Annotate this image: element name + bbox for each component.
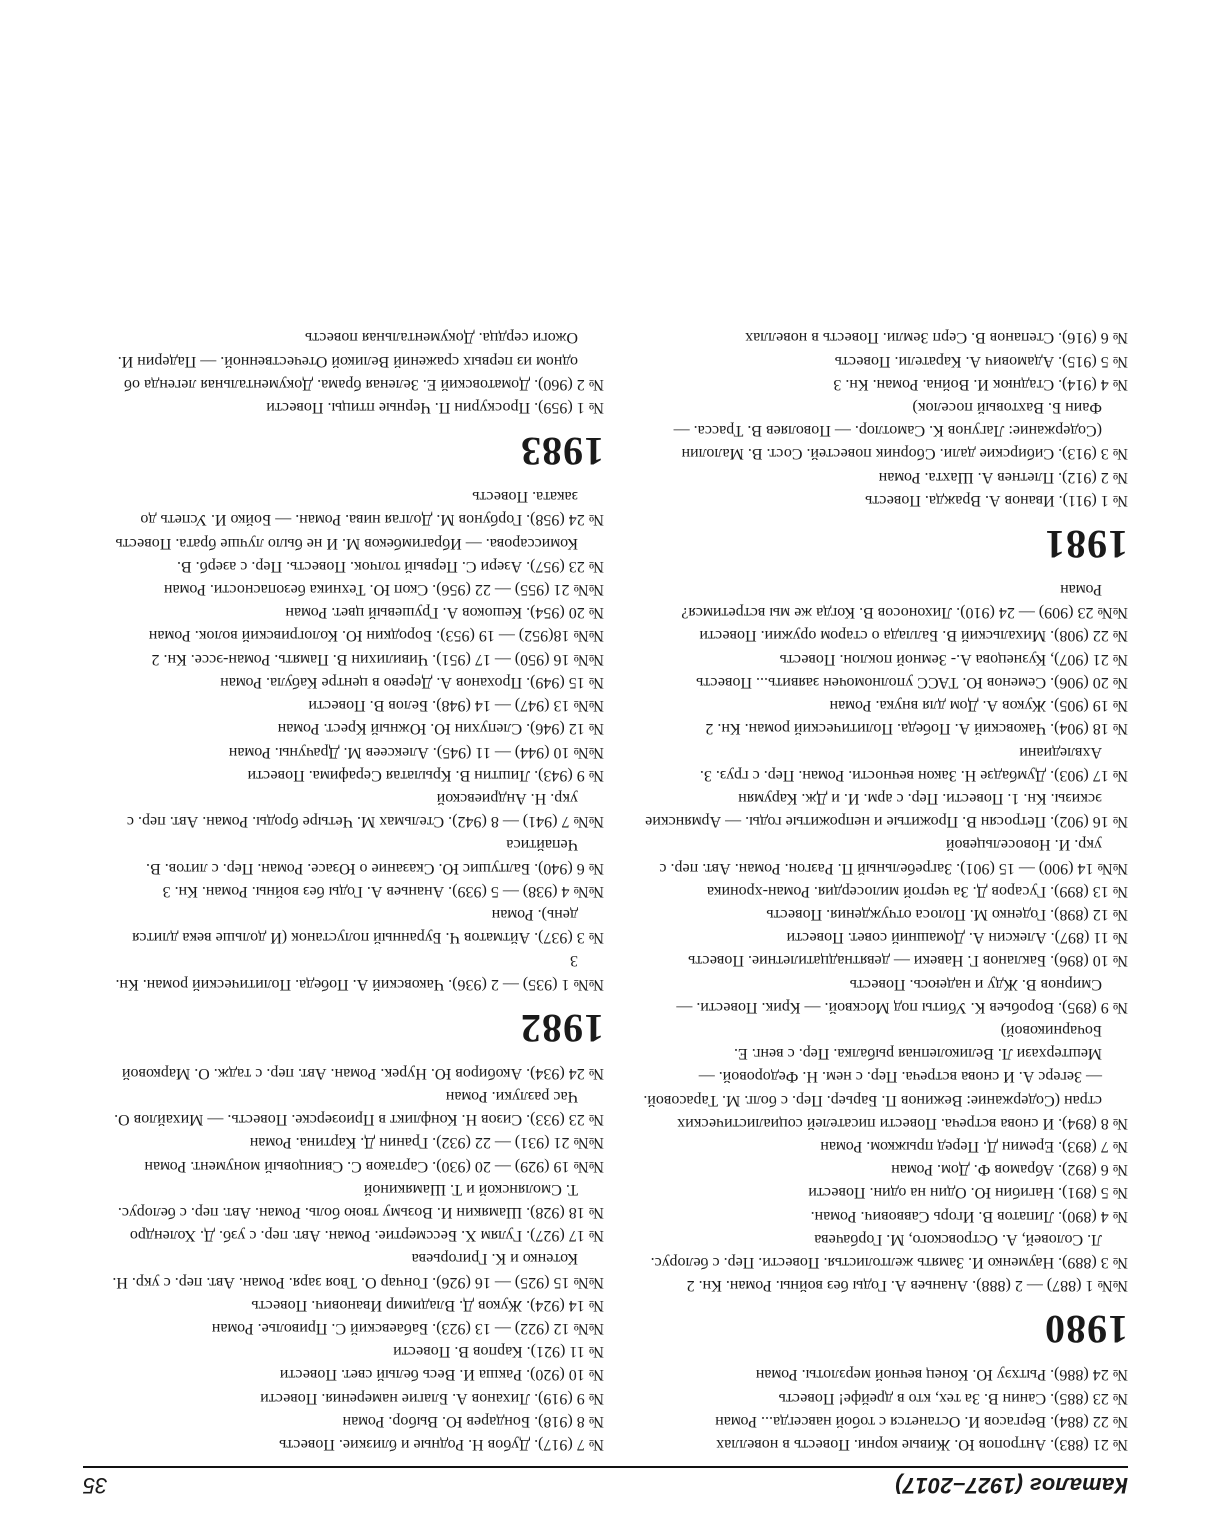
catalog-entry: №№ 19 (929) — 20 (930). Сартаков С. Свинцовый монумент. Роман <box>144 1157 604 1175</box>
catalog-entry: №№ 23 (909) — 24 (910). Лихоносов В. Когда же мы встретимся? Роман <box>681 581 1128 622</box>
catalog-entry: № 14 (924). Жуков Д. Владимир Иванович. Повесть <box>251 1296 604 1314</box>
left-column <box>638 326 1128 1456</box>
catalog-entry: № 2 (960). Доматовский Е. Зеленая брама. Документальная легенда об одном из первых сражений Великой Отечественной. — Падерин И. Ожоги сердца. Документальная повесть <box>117 329 604 393</box>
catalog-entry: № 4 (914). Стаднюк И. Война. Роман. Кн. 3 <box>833 375 1128 393</box>
catalog-entry: №№ 7 (941) — 8 (942). Стельмах М. Четыре броды. Роман. Авт. пер. с укр. Н. Андриевской <box>126 789 604 831</box>
catalog-entry: № 12 (898). Годенко М. Полоса отчуждения. Повесть <box>766 905 1128 923</box>
entry-list <box>104 326 604 419</box>
catalog-entry: №№ 16 (950) — 17 (951). Чивилихин В. Память. Роман-эссе. Кн. 2 <box>151 650 604 668</box>
entry-list <box>638 326 1128 512</box>
right-column <box>104 326 604 1456</box>
catalog-entry: № 11 (921). Карпов В. Повести <box>393 1343 604 1361</box>
catalog-entry: № 9 (895). Воробьев К. Убиты под Москвой. — Крик. Повести. — Смирнов В. Жду и надеюсь. Повесть <box>676 975 1128 1016</box>
catalog-entry: № 6 (916). Степанов В. Серп Земли. Повесть в новеллах <box>745 329 1128 347</box>
catalog-entry: № 11 (897). Алексин А. Домашний совет. Повести <box>786 929 1128 947</box>
catalog-entry: №№ 12 (922) — 13 (923). Бабаевский С. Приволье. Роман <box>211 1319 604 1337</box>
catalog-entry: № 3 (913). Сибирские дали. Сборник повестей. Сост. В. Малолин (Содержание: Лагунов К. Самотлор. — Поволяев В. Трасса. — Фаин Б. Вахтовый поселок) <box>673 399 1128 463</box>
catalog-entry: №№ 4 (938) — 5 (939). Ананьев А. Годы без войны. Роман. Кн. 3 <box>162 882 604 900</box>
catalog-entry: №№ 21 (955) — 22 (956). Скоп Ю. Техника безопасности. Роман <box>163 581 604 599</box>
year-heading: 1983 <box>520 429 604 475</box>
entry-list <box>104 1062 604 1456</box>
catalog-entry: №№ 21 (931) — 22 (932). Гранин Д. Картина. Роман <box>249 1134 604 1152</box>
catalog-entry: № 17 (903). Думбадзе Н. Закон вечности. Роман. Пер. с груз. З. Ахвледиани <box>699 743 1128 784</box>
catalog-entry: № 24 (934). Акобиров Ю. Нурек. Роман. Авт. пер. с тадж. О. Марковой <box>121 1064 604 1082</box>
catalog-entry: № 16 (902). Петросян В. Прожитые и непрожитые годы. — Армянские эскизы. Кн. 1. Повести. Пер. с арм. И. и Дж. Карумян <box>645 789 1128 831</box>
catalog-entry: № 9 (943). Лиштин В. Крылатая Серафима. Повести <box>247 766 604 784</box>
catalog-entry: № 7 (917). Дубов Н. Родные и близкие. Повесть <box>279 1436 604 1453</box>
catalog-entry: № 8 (918). Бондарев Ю. Выбор. Роман <box>342 1412 604 1430</box>
catalog-entry: № 10 (920). Ракша И. Весь белый свет. Повести <box>279 1366 604 1384</box>
catalog-entry: №№ 15 (925) — 16 (926). Гончар О. Твоя заря. Роман. Авт. пер. с укр. Н. Котенко и К. Григорьева <box>112 1250 604 1291</box>
catalog-entry: № 21 (907), Кузнецова А.- Земной поклон. Повесть <box>779 650 1128 668</box>
catalog-entry: № 10 (896). Бакланов Г. Навеки — девятнадцатилетние. Повесть <box>688 952 1128 970</box>
catalog-entry: № 5 (915). Адамович А. Каратели. Повесть <box>834 352 1128 370</box>
catalog-entry: № 24 (886). Рытхэу Ю. Конец вечной мерзлоты. Роман <box>755 1366 1128 1384</box>
catalog-entry: №№ 10 (944) — 11 (945). Алексеев М. Драчуны. Роман <box>228 743 604 761</box>
entry-list <box>638 1363 1128 1456</box>
catalog-entry: № 23 (933). Сизов Н. Конфликт в Приозерске. Повесть. — Михайлов О. Час разлуки. Роман <box>114 1087 604 1129</box>
catalog-entry: № 20 (906). Семенов Ю. ТАСС уполномочен заявить... Повесть <box>696 673 1128 691</box>
catalog-entry: № 6 (940). Балтушис Ю. Сказание о Юзасе. Роман. Пер. с литов. В. Чепайтиса <box>146 836 604 877</box>
catalog-entry: № 19 (905). Жуков А. Дом для внука. Роман <box>829 697 1128 715</box>
page-header <box>83 1466 1128 1500</box>
catalog-entry: № 24 (958). Горбунов М. Долгая нива. Роман. — Бойко И. Успеть до заката. Повесть <box>140 488 604 529</box>
entry-list <box>104 485 604 995</box>
catalog-entry: №№ 13 (947) — 14 (948). Белов В. Повести <box>308 697 604 715</box>
catalog-entry: № 20 (954). Кешоков А. Грушевый цвет. Роман <box>285 604 604 622</box>
entry-list <box>638 578 1128 1297</box>
catalog-entry: № 1 (959). Проскурин П. Черные птицы. Повести <box>266 399 604 417</box>
catalog-entry: №№ 1 (887) — 2 (888). Ананьев А. Годы без войны. Роман. Кн. 2 <box>686 1277 1128 1295</box>
catalog-entry: № 12 (946). Слепухин Ю. Южный Крест. Роман <box>277 720 604 738</box>
catalog-entry: №№ 18(952) — 19 (953). Бородкин Ю. Кологривский волок. Роман <box>148 627 604 645</box>
catalog-entry: №№ 14 (900) — 15 (901). Загребельный П. Разгон. Роман. Авт. пер. с укр. И. Новосельцевой <box>659 836 1128 877</box>
catalog-entry: № 5 (891). Нагибин Ю. Один на один. Повести <box>808 1184 1128 1202</box>
catalog-entry: № 21 (883). Антропов Ю. Живые корни. Повесть в новеллах <box>716 1436 1128 1453</box>
catalog-entry: № 18 (928). Шамякин И. Возьму твою боль. Роман. Авт. пер. с белорус. Т. Смолянской и Т. Шамякиной <box>117 1180 604 1221</box>
year-heading: 1982 <box>520 1005 604 1051</box>
catalog-entry: № 18 (904). Чаковский А. Победа. Политический роман. Кн. 2 <box>705 720 1128 738</box>
year-heading: 1980 <box>1044 1307 1128 1353</box>
catalog-entry: № 2 (912). Плетнев А. Шахта. Роман <box>878 468 1128 486</box>
catalog-entry: № 1 (911). Иванов А. Вражда. Повесть <box>865 491 1128 509</box>
page-number: 35 <box>83 1473 108 1498</box>
catalog-entry: № 6 (892). Абрамов Ф. Дом. Роман <box>891 1161 1128 1179</box>
catalog-entry: №№ 1 (935) — 2 (936). Чаковский А. Победа. Политический роман. Кн. 3 <box>115 952 604 993</box>
running-title: Каталог (1927–2017) <box>895 1473 1128 1498</box>
catalog-entry: № 15 (949). Проханов А. Дерево в центре Кабула. Роман <box>220 673 604 691</box>
year-heading: 1981 <box>1044 521 1128 567</box>
catalog-entry: № 22 (908). Михальский В. Баллада о старом оружии. Повести <box>699 627 1128 645</box>
catalog-entry: № 23 (957). Азери С. Первый толчок. Повесть. Пер. с азерб. В. Комиссарова. — Ибрагимбеков М. И не было лучше брата. Повесть <box>115 534 604 575</box>
catalog-entry: № 13 (899). Гусаров Д. За чертой милосердия. Роман-хроника <box>706 882 1128 900</box>
catalog-entry: № 17 (927). Гулям Х. Бессмертие. Роман. Авт. пер. с узб. Д. Холендро <box>129 1227 604 1245</box>
catalog-entry: № 7 (893). Еремин Д. Перед прыжком. Роман <box>820 1137 1128 1155</box>
catalog-entry: № 8 (894). И снова встреча. Повести писателей социалистических стран (Содержание: Вежинов П. Барьер. Пер. с болг. М. Тарасовой. — Зегерс А. И снова встреча. Пер. с нем. Н. Федоровой. — Мештерхази Л. Великолепная рыбалка. Пер. с венг. Е. Бочарниковой) <box>643 1021 1128 1132</box>
catalog-entry: № 22 (884). Вергасов И. Останется с тобой навсегда... Роман <box>715 1412 1128 1430</box>
catalog-entry: № 4 (890). Липатов В. Игорь Саввович. Роман. <box>810 1207 1128 1225</box>
catalog-entry: № 3 (889). Науменко И. Замять желтолистья. Повести. Пер. с белорус. Л. Соловей, А. Островского, М. Горбачева <box>650 1230 1128 1271</box>
catalog-entry: № 23 (885). Санин В. За тех, кто в дрейфе! Повесть <box>778 1389 1128 1407</box>
catalog-entry: № 3 (937). Айтматов Ч. Буранный полустанок (И дольше века длится день). Роман <box>132 905 604 947</box>
catalog-entry: № 9 (919). Лиханов А. Благие намерения. Повести <box>260 1389 604 1407</box>
